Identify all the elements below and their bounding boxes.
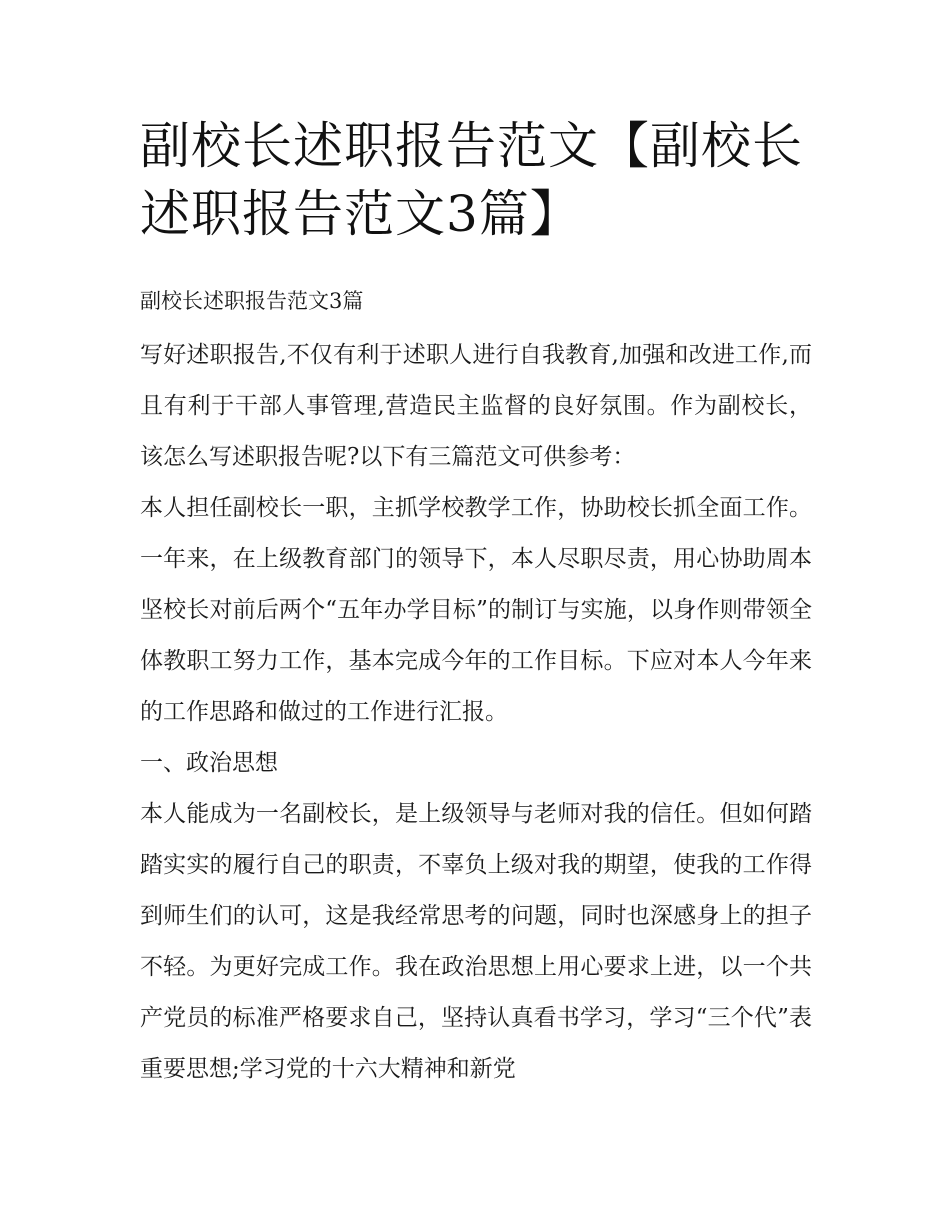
document-body — [140, 112, 812, 1095]
document-subtitle: 副校长述职报告范文3篇 — [140, 289, 364, 313]
body-paragraph: 本人担任副校长一职，主抓学校教学工作，协助校长抓全面工作。一年来，在上级教育部门的领导下，本人尽职尽责，用心协助周本坚校长对前后两个“五年办学目标”的制订与实施，以身作则带领全体教职工努力工作，基本完成今年的工作目标。下应对本人今年来的工作思路和做过的工作进行汇报。 — [140, 495, 812, 725]
intro-paragraph: 写好述职报告,不仅有利于述职人进行自我教育,加强和改进工作,而且有利于干部人事管理,营造民主监督的良好氛围。作为副校长，该怎么写述职报告呢?以下有三篇范文可供参考： — [140, 342, 812, 470]
body-paragraph: 本人能成为一名副校长，是上级领导与老师对我的信任。但如何踏踏实实的履行自己的职责，不辜负上级对我的期望，使我的工作得到师生们的认可，这是我经常思考的问题，同时也深感身上的担子不轻。为更好完成工作。我在政治思想上用心要求上进，以一个共产党员的标准严格要求自己，坚持认真看书学习，学习“三个代”表重要思想;学习党的十六大精神和新党 — [140, 801, 812, 1082]
document-title: 副校长述职报告范文【副校长述职报告范文3篇】 — [140, 117, 803, 243]
section-heading: 一、政治思想 — [140, 750, 278, 776]
